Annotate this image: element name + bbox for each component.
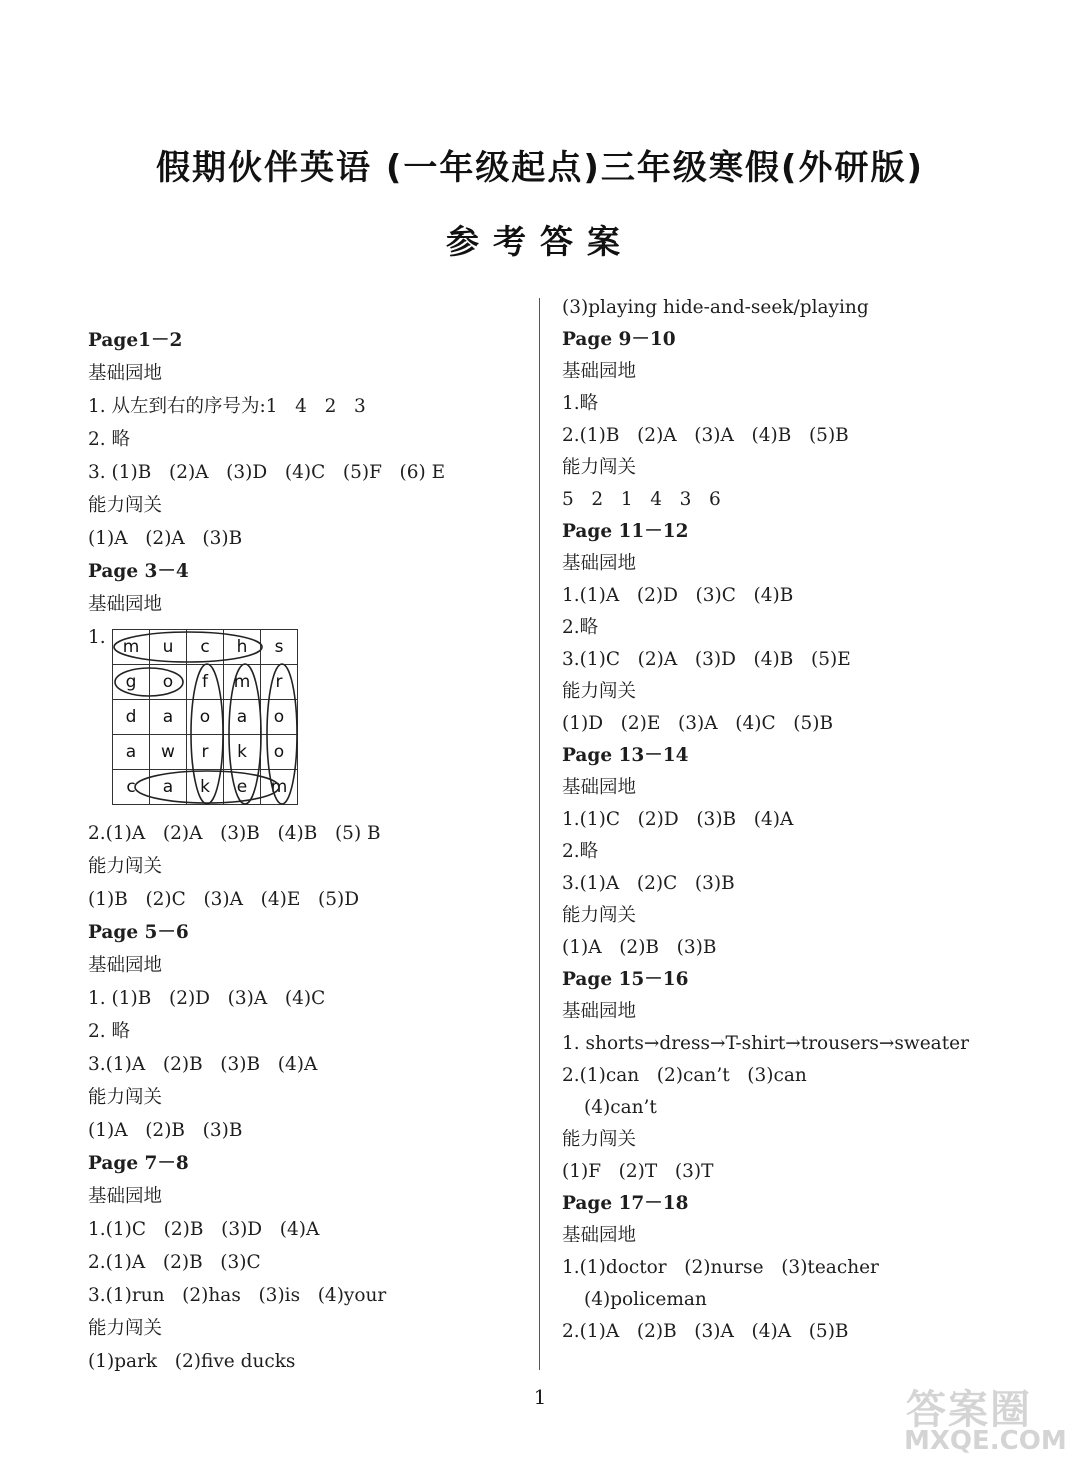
grid-cell: a	[224, 700, 261, 735]
answer-line: 基础园地	[562, 1001, 637, 1022]
section-heading: Page 9－10	[562, 329, 676, 350]
section-heading: Page1－2	[88, 330, 183, 351]
answer-line: 基础园地	[562, 1225, 637, 1246]
watermark-text: 答案圈	[906, 1387, 1032, 1433]
answer-line: (1)B (2)C (3)A (4)E (5)D	[88, 889, 360, 910]
column-divider	[539, 298, 540, 1370]
answer-line: 3.(1)C (2)A (3)D (4)B (5)E	[562, 649, 851, 670]
grid-cell: m	[113, 630, 150, 665]
answer-line: 基础园地	[562, 361, 637, 382]
answer-line: 3.(1)A (2)B (3)B (4)A	[88, 1054, 318, 1075]
grid-cell: m	[224, 665, 261, 700]
answer-line: 基础园地	[562, 777, 637, 798]
answer-line: 1. (1)B (2)D (3)A (4)C	[88, 988, 326, 1009]
section-heading: Page 15－16	[562, 969, 689, 990]
answer-line: 能力闯关	[562, 457, 637, 478]
document-subtitle: 参考答案	[446, 222, 634, 261]
grid-cell: a	[150, 700, 187, 735]
answer-line: 基础园地	[88, 594, 163, 615]
answer-line: 2.略	[562, 617, 599, 638]
grid-cell: k	[187, 770, 224, 805]
grid-cell: e	[224, 770, 261, 805]
grid-cell: c	[113, 770, 150, 805]
watermark-logo	[900, 1378, 1075, 1458]
page-number: 1	[533, 1385, 547, 1409]
answer-line: 能力闯关	[562, 905, 637, 926]
answer-line: (4)can’t	[584, 1097, 657, 1118]
answer-line: 能力闯关	[88, 1318, 163, 1339]
answer-line: 3.(1)A (2)C (3)B	[562, 873, 735, 894]
document-title: 假期伙伴英语 (一年级起点)三年级寒假(外研版)	[156, 148, 924, 188]
grid-cell: o	[187, 700, 224, 735]
answer-line: (1)A (2)B (3)B	[88, 1120, 243, 1141]
grid-cell: k	[224, 735, 261, 770]
grid-cell: s	[261, 630, 298, 665]
section-heading: Page 3－4	[88, 561, 189, 582]
answer-line: 1.(1)A (2)D (3)C (4)B	[562, 585, 794, 606]
section-heading: Page 5－6	[88, 922, 189, 943]
answer-line: 1.(1)C (2)D (3)B (4)A	[562, 809, 794, 830]
answer-line: 能力闯关	[562, 1129, 637, 1150]
answer-line: 2.(1)A (2)A (3)B (4)B (5) B	[88, 823, 381, 844]
word-search-grid	[112, 629, 298, 805]
grid-cell: d	[113, 700, 150, 735]
answer-line: 2.(1)B (2)A (3)A (4)B (5)B	[562, 425, 849, 446]
answer-line: (1)F (2)T (3)T	[562, 1161, 714, 1182]
grid-row	[113, 770, 298, 805]
answer-line: 2.(1)A (2)B (3)A (4)A (5)B	[562, 1321, 849, 1342]
answer-line: 1.(1)C (2)B (3)D (4)A	[88, 1219, 320, 1240]
answer-line: 2. 略	[88, 429, 131, 450]
grid-row	[113, 665, 298, 700]
grid-cell: a	[113, 735, 150, 770]
answer-line: 基础园地	[88, 955, 163, 976]
grid-cell: r	[261, 665, 298, 700]
section-heading: Page 13－14	[562, 745, 689, 766]
answer-line: 1. shorts→dress→T-shirt→trousers→sweater	[562, 1033, 969, 1054]
answer-line: 能力闯关	[88, 856, 163, 877]
answer-line: 能力闯关	[88, 1087, 163, 1108]
section-heading: Page 11－12	[562, 521, 689, 542]
grid-row	[113, 630, 298, 665]
answer-line: (3)playing hide-and-seek/playing	[562, 297, 869, 318]
grid-cell: o	[261, 735, 298, 770]
grid-cell: a	[150, 770, 187, 805]
answer-line: 2.(1)can (2)can’t (3)can	[562, 1065, 807, 1086]
grid-row	[113, 735, 298, 770]
answer-line: 1.	[88, 627, 106, 648]
grid-cell: g	[113, 665, 150, 700]
answer-line: 3. (1)B (2)A (3)D (4)C (5)F (6) E	[88, 462, 446, 483]
grid-cell: o	[261, 700, 298, 735]
grid-cell: f	[187, 665, 224, 700]
answer-line: (1)A (2)A (3)B	[88, 528, 243, 549]
watermark-url: MXQE.COM	[904, 1426, 1067, 1456]
answer-line: 2.略	[562, 841, 599, 862]
section-heading: Page 17－18	[562, 1193, 689, 1214]
grid-cell: h	[224, 630, 261, 665]
answer-line: (4)policeman	[584, 1289, 707, 1310]
answer-line: 3.(1)run (2)has (3)is (4)your	[88, 1285, 387, 1306]
answer-line: (1)D (2)E (3)A (4)C (5)B	[562, 713, 834, 734]
answer-line: 1.略	[562, 393, 599, 414]
answer-line: 能力闯关	[88, 495, 163, 516]
grid-cell: c	[187, 630, 224, 665]
answer-line: 1. 从左到右的序号为:1 4 2 3	[88, 396, 366, 417]
grid-cell: m	[261, 770, 298, 805]
grid-cell: r	[187, 735, 224, 770]
answer-line: 基础园地	[88, 1186, 163, 1207]
answer-line: (1)park (2)five ducks	[88, 1351, 296, 1372]
grid-cell: o	[150, 665, 187, 700]
answer-line: 1.(1)doctor (2)nurse (3)teacher	[562, 1257, 879, 1278]
grid-cell: u	[150, 630, 187, 665]
answer-line: 能力闯关	[562, 681, 637, 702]
answer-line: 基础园地	[562, 553, 637, 574]
answer-line: 5 2 1 4 3 6	[562, 489, 721, 510]
answer-line: 2. 略	[88, 1021, 131, 1042]
section-heading: Page 7－8	[88, 1153, 189, 1174]
grid-cell: w	[150, 735, 187, 770]
grid-row	[113, 700, 298, 735]
answer-line: (1)A (2)B (3)B	[562, 937, 717, 958]
answer-line: 基础园地	[88, 363, 163, 384]
word-search-table	[112, 629, 298, 805]
answer-line: 2.(1)A (2)B (3)C	[88, 1252, 261, 1273]
